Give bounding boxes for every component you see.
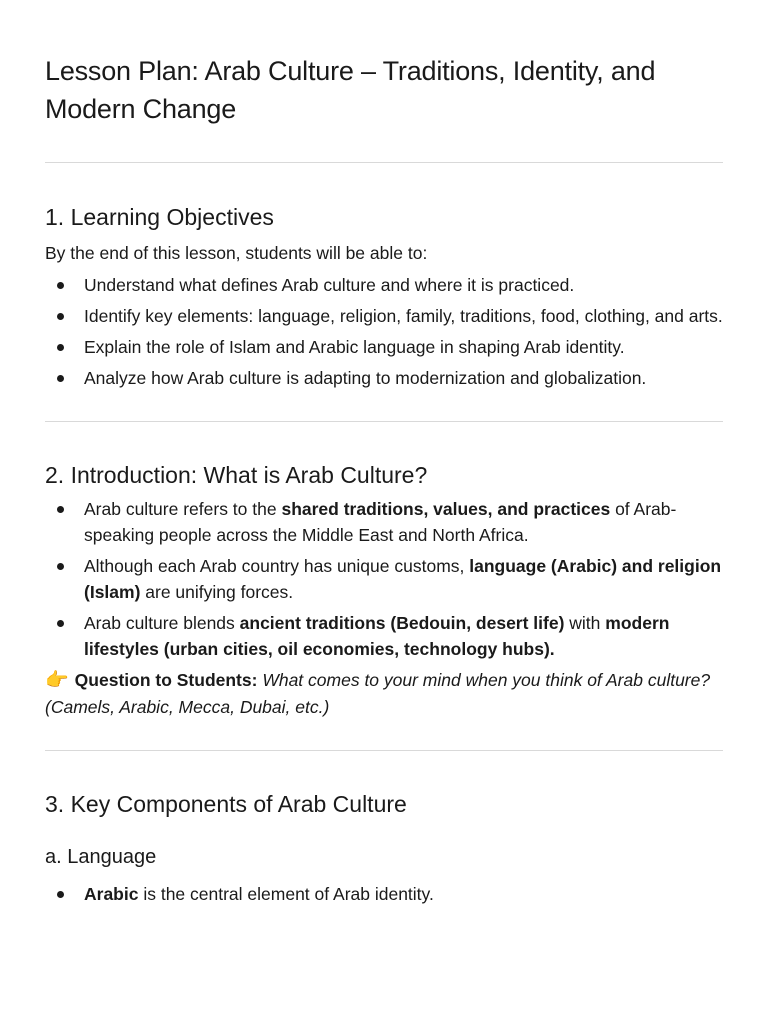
bullet-icon — [57, 506, 64, 513]
bullet-icon — [57, 282, 64, 289]
bullet-icon — [57, 891, 64, 898]
page-title: Lesson Plan: Arab Culture – Traditions, Identity, and Modern Change — [45, 56, 656, 124]
introduction-list — [45, 496, 723, 662]
section-heading-introduction: 2. Introduction: What is Arab Culture? — [45, 462, 428, 488]
language-list — [45, 881, 723, 907]
pointing-hand-icon: 👉 — [45, 670, 69, 691]
list-item: Arab culture refers to the shared traditions, values, and practices of Arab-speaking people across the Middle East and North Africa. — [45, 496, 723, 548]
bullet-icon — [57, 563, 64, 570]
list-item: Arabic is the central element of Arab identity. — [45, 881, 723, 907]
bullet-icon — [57, 620, 64, 627]
list-item: Although each Arab country has unique customs, language (Arabic) and religion (Islam) are unifying forces. — [45, 553, 723, 605]
bullet-icon — [57, 313, 64, 320]
objectives-list — [45, 272, 723, 391]
bullet-icon — [57, 344, 64, 351]
list-item: Explain the role of Islam and Arabic language in shaping Arab identity. — [45, 334, 723, 360]
section-heading-learning-objectives: 1. Learning Objectives — [45, 204, 274, 230]
list-item: Understand what defines Arab culture and where it is practiced. — [45, 272, 723, 298]
list-item: Arab culture blends ancient traditions (Bedouin, desert life) with modern lifestyles (urban cities, oil economies, technology hubs). — [45, 610, 723, 662]
divider — [45, 750, 723, 751]
subsection-heading-language: a. Language — [45, 846, 157, 868]
section-intro: By the end of this lesson, students will be able to: — [45, 243, 428, 263]
bullet-icon — [57, 375, 64, 382]
list-item: Identify key elements: language, religion, family, traditions, food, clothing, and arts. — [45, 303, 723, 329]
list-item: Analyze how Arab culture is adapting to modernization and globalization. — [45, 365, 723, 391]
divider — [45, 162, 723, 163]
section-heading-key-components: 3. Key Components of Arab Culture — [45, 791, 407, 817]
divider — [45, 421, 723, 422]
student-question: 👉 Question to Students: What comes to your mind when you think of Arab culture? (Camels, Arabic, Mecca, Dubai, etc.) — [45, 670, 711, 717]
